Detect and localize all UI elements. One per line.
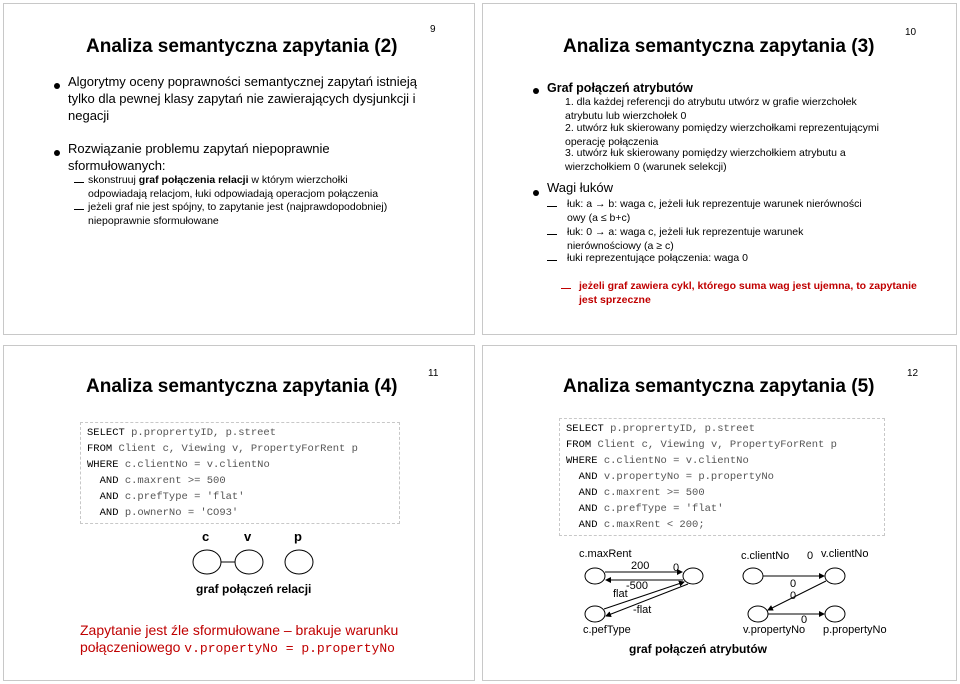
code-rest: c.clientNo = v.clientNo — [597, 455, 749, 467]
label-w0-c: 0 — [801, 614, 808, 626]
numbered-item: 2. utwórz łuk skierowany pomiędzy wierzchołkami reprezentującymi operację połączenia — [565, 122, 879, 148]
vertex-clientno — [743, 568, 763, 584]
code-keyword: FROM — [566, 439, 592, 451]
slide-11 — [3, 345, 475, 681]
code-keyword: AND — [566, 487, 598, 499]
sub-item — [88, 174, 408, 201]
warning-text: połączeniowego — [80, 639, 185, 655]
code-rest: c.clientNo = v.clientNo — [118, 459, 270, 471]
bullet-dot — [54, 83, 60, 89]
edge-vclientno-vpropertyno — [768, 581, 826, 610]
page-number: 11 — [428, 368, 439, 379]
label-ppropertyno: p.propertyNo — [823, 624, 887, 636]
slide-10 — [482, 3, 957, 335]
code-rest: c.maxrent >= 500 — [118, 475, 226, 487]
vertex-preftype — [585, 606, 605, 622]
warning-line-1: Zapytanie jest źle sformułowane – brakuje warunku — [80, 622, 399, 638]
numbered-item: 3. utwórz łuk skierowany pomiędzy wierzchołkiem atrybutu a wierzchołkiem 0 (warunek selekcji) — [565, 147, 846, 173]
code-keyword: AND — [87, 491, 119, 503]
sub-dash — [547, 234, 557, 235]
label-zero-b: 0 — [807, 550, 814, 562]
code-keyword: WHERE — [566, 455, 598, 467]
warning-note: jeżeli graf zawiera cykl, którego suma wag jest ujemna, to zapytanie jest sprzeczne — [579, 280, 917, 306]
vertex-vclientno — [825, 568, 845, 584]
vertex-ppropertyno — [825, 606, 845, 622]
page-number: 12 — [907, 368, 919, 379]
slide-12 — [482, 345, 957, 681]
bullet-dot — [533, 88, 539, 94]
label-vpropertyno: v.propertyNo — [743, 624, 806, 636]
code-rest: v.propertyNo = p.propertyNo — [597, 471, 774, 483]
code-keyword: SELECT — [87, 427, 125, 439]
label-w-flat: -flat — [633, 604, 652, 616]
slide-title: Analiza semantyczna zapytania (4) — [86, 376, 398, 397]
bullet-dot — [533, 190, 539, 196]
sub-item-pre: skonstruuj — [88, 174, 139, 186]
code-rest: p.proprertyID, p.street — [603, 423, 756, 435]
code-keyword: SELECT — [566, 423, 604, 435]
warning-code: v.propertyNo = p.propertyNo — [184, 641, 395, 656]
code-rest: c.prefType = 'flat' — [597, 503, 724, 515]
code-rest: Client c, Viewing v, PropertyForRent p — [112, 443, 358, 455]
node-v: v — [244, 529, 252, 544]
node-c-circle — [193, 550, 221, 574]
code-keyword: WHERE — [87, 459, 119, 471]
node-v-circle — [235, 550, 263, 574]
bullet-heading: Graf połączeń atrybutów — [547, 81, 693, 95]
label-zero-a: 0 — [673, 562, 680, 574]
graph-caption: graf połączeń relacji — [196, 582, 312, 596]
label-w0-b: 0 — [790, 590, 797, 602]
code-keyword: AND — [87, 507, 119, 519]
page-number: 10 — [905, 27, 917, 38]
sub-item-post: w którym wierzchołki odpowiadają relacjom, łuki odpowiadają operacjom połączenia — [88, 174, 379, 200]
label-w0-a: 0 — [790, 578, 797, 590]
sub-dash — [74, 182, 84, 183]
warning-note — [80, 622, 440, 657]
sub-item: jeżeli graf nie jest spójny, to zapytanie jest (najprawdopodobniej) niepoprawnie sformułowane — [88, 201, 388, 227]
bullet-text: Rozwiązanie problemu zapytań niepoprawnie sformułowanych: — [68, 141, 330, 173]
code-rest: c.maxrent >= 500 — [597, 487, 705, 499]
code-rest: c.maxRent < 200; — [597, 519, 705, 531]
sub-dash — [547, 260, 557, 261]
label-w200: 200 — [631, 560, 650, 572]
warning-line-2 — [80, 639, 440, 657]
label-flat: flat — [613, 588, 628, 600]
label-w-500: -500 — [626, 580, 649, 592]
code-rest: p.proprertyID, p.street — [124, 427, 277, 439]
weight-item: łuk: 0 → a: waga c, jeżeli łuk reprezentuje warunek nierównościowy (a ≥ c) — [567, 226, 804, 252]
label-vclientno: v.clientNo — [821, 548, 869, 560]
vertex-vpropertyno — [748, 606, 768, 622]
bullet-text: Algorytmy oceny poprawności semantycznej zapytań istnieją tylko dla pewnej klasy zapytań nie zawierających dysjunkcji i negacji — [68, 74, 418, 123]
label-preftype: c.pefType — [583, 624, 631, 636]
code-rest: p.ownerNo = 'CO93' — [118, 507, 239, 519]
node-p: p — [294, 529, 302, 544]
bullet-heading: Wagi łuków — [547, 180, 613, 195]
slide-title: Analiza semantyczna zapytania (2) — [86, 36, 398, 57]
graph-caption: graf połączeń atrybutów — [629, 642, 768, 656]
slide-title: Analiza semantyczna zapytania (5) — [563, 376, 875, 397]
vertex-maxrent — [585, 568, 605, 584]
code-keyword: FROM — [87, 443, 113, 455]
slide-9 — [3, 3, 475, 335]
bullet-dot — [54, 150, 60, 156]
slide-title: Analiza semantyczna zapytania (3) — [563, 36, 875, 57]
weight-item: łuk: a → b: waga c, jeżeli łuk reprezentuje warunek nierówności owy (a ≤ b+c) — [567, 198, 862, 224]
page-number: 9 — [430, 24, 436, 35]
code-rest: Client c, Viewing v, PropertyForRent p — [591, 439, 837, 451]
weight-item: łuki reprezentujące połączenia: waga 0 — [567, 252, 748, 264]
code-keyword: AND — [566, 471, 598, 483]
sub-dash — [561, 288, 571, 289]
sub-item-bold: graf połączenia relacji — [138, 174, 249, 186]
code-keyword: AND — [566, 519, 598, 531]
node-c: c — [202, 529, 210, 544]
code-keyword: AND — [566, 503, 598, 515]
vertex-zero-a — [683, 568, 703, 584]
sub-dash — [74, 209, 84, 210]
numbered-item: 1. dla każdej referencji do atrybutu utwórz w grafie wierzchołek atrybutu lub wierzchołek 0 — [565, 96, 857, 122]
label-maxrent: c.maxRent — [579, 548, 632, 560]
code-keyword: AND — [87, 475, 119, 487]
label-clientno: c.clientNo — [741, 550, 790, 562]
node-p-circle — [285, 550, 313, 574]
sub-dash — [547, 206, 557, 207]
code-rest: c.prefType = 'flat' — [118, 491, 245, 503]
